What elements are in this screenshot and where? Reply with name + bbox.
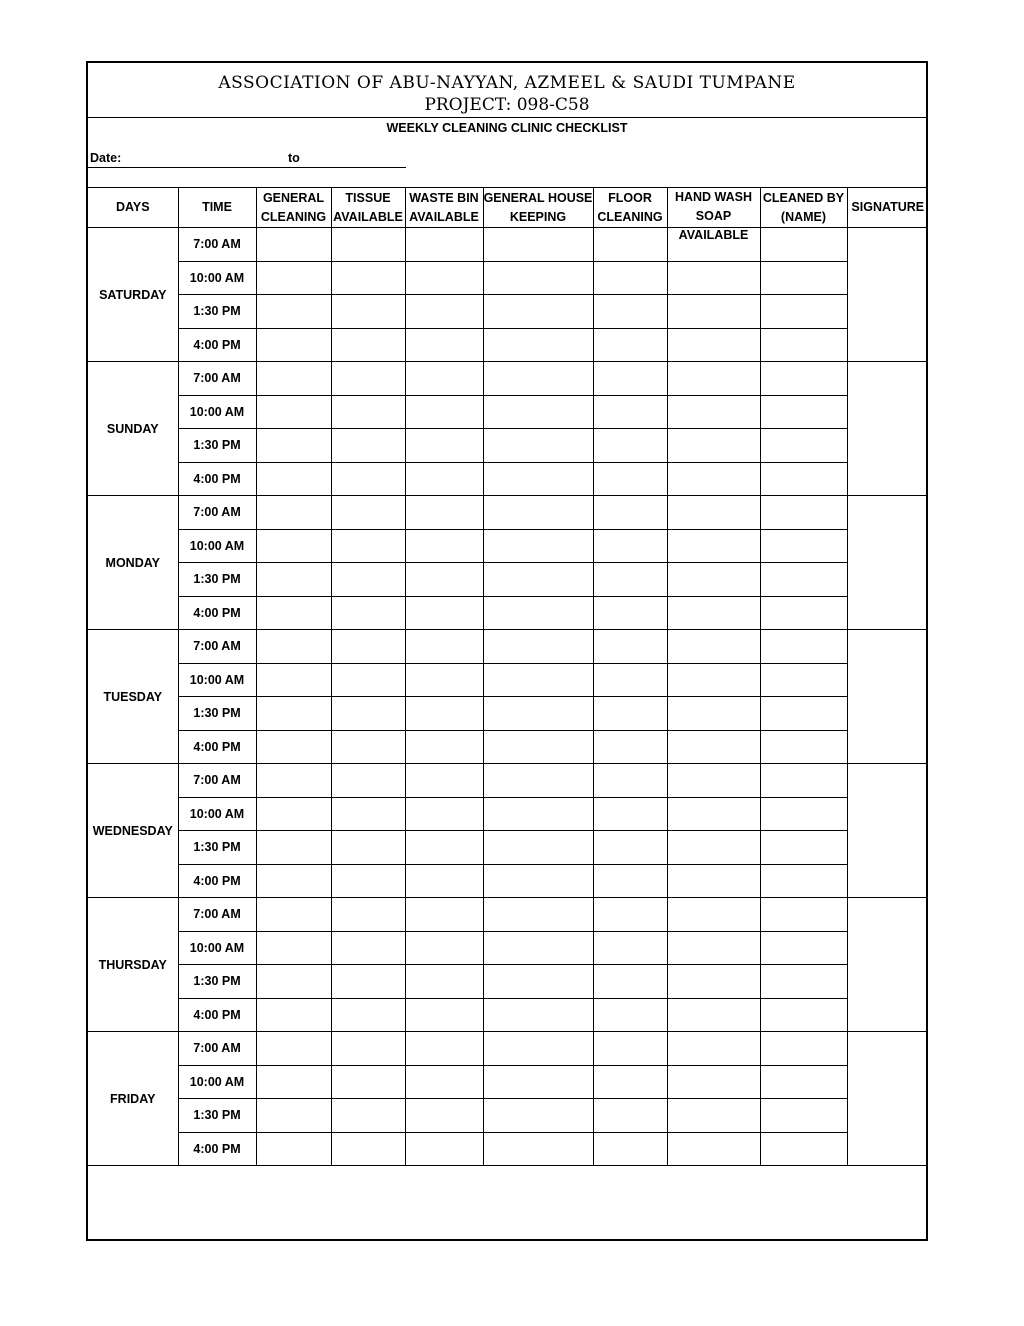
floor-cleaning-cell[interactable] — [593, 1032, 667, 1066]
col-cleaned-by-label: CLEANED BY (NAME) — [762, 190, 845, 224]
general-cleaning-cell[interactable] — [256, 730, 331, 764]
floor-cleaning-cell[interactable] — [593, 663, 667, 697]
floor-cleaning-cell[interactable] — [593, 261, 667, 295]
hand-wash-soap-cell[interactable] — [667, 697, 760, 731]
cleaned-by-cell[interactable] — [760, 429, 847, 463]
time-cell: 7:00 AM — [178, 496, 256, 530]
time-cell: 10:00 AM — [178, 261, 256, 295]
general-house-keeping-cell[interactable] — [483, 261, 593, 295]
cleaned-by-cell[interactable] — [760, 496, 847, 530]
general-house-keeping-cell[interactable] — [483, 1132, 593, 1166]
general-house-keeping-cell[interactable] — [483, 965, 593, 999]
tissue-available-cell[interactable] — [331, 496, 405, 530]
hand-wash-soap-cell[interactable] — [667, 730, 760, 764]
table-row — [88, 697, 928, 731]
time-cell: 10:00 AM — [178, 797, 256, 831]
general-house-keeping-cell[interactable] — [483, 328, 593, 362]
time-cell: 7:00 AM — [178, 362, 256, 396]
checklist-body — [88, 228, 928, 1166]
cleaned-by-cell[interactable] — [760, 462, 847, 496]
cleaned-by-cell[interactable] — [760, 596, 847, 630]
general-cleaning-cell[interactable] — [256, 1099, 331, 1133]
cleaned-by-cell[interactable] — [760, 630, 847, 664]
tissue-available-cell[interactable] — [331, 395, 405, 429]
cleaned-by-cell[interactable] — [760, 864, 847, 898]
col-signature — [847, 188, 928, 228]
time-cell: 4:00 PM — [178, 462, 256, 496]
tissue-available-cell[interactable] — [331, 462, 405, 496]
time-cell: 10:00 AM — [178, 663, 256, 697]
general-house-keeping-cell[interactable] — [483, 898, 593, 932]
tissue-available-cell[interactable] — [331, 328, 405, 362]
floor-cleaning-cell[interactable] — [593, 697, 667, 731]
hand-wash-soap-cell[interactable] — [667, 764, 760, 798]
floor-cleaning-cell[interactable] — [593, 362, 667, 396]
cleaned-by-cell[interactable] — [760, 1132, 847, 1166]
general-cleaning-cell[interactable] — [256, 228, 331, 262]
time-cell: 10:00 AM — [178, 1065, 256, 1099]
waste-bin-available-cell[interactable] — [405, 563, 483, 597]
table-row — [88, 898, 928, 932]
waste-bin-available-cell[interactable] — [405, 295, 483, 329]
general-cleaning-cell[interactable] — [256, 931, 331, 965]
col-general-house-keeping — [483, 188, 593, 228]
time-cell: 7:00 AM — [178, 898, 256, 932]
general-cleaning-cell[interactable] — [256, 328, 331, 362]
waste-bin-available-cell[interactable] — [405, 261, 483, 295]
time-cell: 1:30 PM — [178, 697, 256, 731]
general-house-keeping-cell[interactable] — [483, 1032, 593, 1066]
time-cell: 7:00 AM — [178, 630, 256, 664]
time-cell: 1:30 PM — [178, 563, 256, 597]
time-cell: 1:30 PM — [178, 1099, 256, 1133]
general-house-keeping-cell[interactable] — [483, 730, 593, 764]
signature-cell[interactable] — [847, 1032, 928, 1166]
tissue-available-cell[interactable] — [331, 831, 405, 865]
floor-cleaning-cell[interactable] — [593, 797, 667, 831]
table-row — [88, 261, 928, 295]
time-cell: 1:30 PM — [178, 295, 256, 329]
time-cell: 10:00 AM — [178, 529, 256, 563]
general-cleaning-cell[interactable] — [256, 395, 331, 429]
waste-bin-available-cell[interactable] — [405, 697, 483, 731]
table-row — [88, 596, 928, 630]
time-cell: 4:00 PM — [178, 730, 256, 764]
table-row — [88, 328, 928, 362]
general-house-keeping-cell[interactable] — [483, 395, 593, 429]
day-cell: WEDNESDAY — [88, 764, 178, 898]
tissue-available-cell[interactable] — [331, 1099, 405, 1133]
table-row — [88, 1099, 928, 1133]
general-cleaning-cell[interactable] — [256, 1065, 331, 1099]
to-label: to — [288, 151, 300, 165]
hand-wash-soap-cell[interactable] — [667, 864, 760, 898]
tissue-available-cell[interactable] — [331, 965, 405, 999]
time-cell: 4:00 PM — [178, 596, 256, 630]
general-house-keeping-cell[interactable] — [483, 864, 593, 898]
tissue-available-cell[interactable] — [331, 998, 405, 1032]
hand-wash-soap-cell[interactable] — [667, 496, 760, 530]
time-cell: 7:00 AM — [178, 228, 256, 262]
waste-bin-available-cell[interactable] — [405, 797, 483, 831]
cleaned-by-cell[interactable] — [760, 1032, 847, 1066]
general-cleaning-cell[interactable] — [256, 462, 331, 496]
day-cell: TUESDAY — [88, 630, 178, 764]
waste-bin-available-cell[interactable] — [405, 362, 483, 396]
hand-wash-soap-cell[interactable] — [667, 998, 760, 1032]
general-house-keeping-cell[interactable] — [483, 529, 593, 563]
general-house-keeping-cell[interactable] — [483, 797, 593, 831]
waste-bin-available-cell[interactable] — [405, 429, 483, 463]
tissue-available-cell[interactable] — [331, 630, 405, 664]
waste-bin-available-cell[interactable] — [405, 931, 483, 965]
hand-wash-soap-cell[interactable] — [667, 596, 760, 630]
general-house-keeping-cell[interactable] — [483, 228, 593, 262]
table-row — [88, 864, 928, 898]
hand-wash-soap-cell[interactable] — [667, 462, 760, 496]
col-signature-label: SIGNATURE — [851, 200, 925, 214]
cleaned-by-cell[interactable] — [760, 362, 847, 396]
general-cleaning-cell[interactable] — [256, 529, 331, 563]
table-row — [88, 295, 928, 329]
form-info-band — [88, 118, 926, 188]
hand-wash-soap-cell[interactable] — [667, 1065, 760, 1099]
day-cell: SATURDAY — [88, 228, 178, 362]
hand-wash-soap-cell[interactable] — [667, 1032, 760, 1066]
checklist-form — [86, 61, 928, 1241]
header-row — [88, 188, 928, 228]
general-cleaning-cell[interactable] — [256, 630, 331, 664]
tissue-available-cell[interactable] — [331, 596, 405, 630]
table-row — [88, 1065, 928, 1099]
col-general-cleaning-label: GENERAL CLEANING — [260, 190, 327, 224]
floor-cleaning-cell[interactable] — [593, 831, 667, 865]
tissue-available-cell[interactable] — [331, 295, 405, 329]
floor-cleaning-cell[interactable] — [593, 328, 667, 362]
day-cell: FRIDAY — [88, 1032, 178, 1166]
waste-bin-available-cell[interactable] — [405, 998, 483, 1032]
general-cleaning-cell[interactable] — [256, 1132, 331, 1166]
col-tissue-available — [331, 188, 405, 228]
signature-cell[interactable] — [847, 362, 928, 496]
organization-name: ASSOCIATION OF ABU-NAYYAN, AZMEEL & SAUDI TUMPANE — [218, 73, 796, 93]
waste-bin-available-cell[interactable] — [405, 630, 483, 664]
cleaned-by-cell[interactable] — [760, 228, 847, 262]
day-cell: THURSDAY — [88, 898, 178, 1032]
col-general-house-keeping-label: GENERAL HOUSE KEEPING — [483, 190, 593, 224]
cleaned-by-cell[interactable] — [760, 898, 847, 932]
signature-cell[interactable] — [847, 764, 928, 898]
checklist-title: WEEKLY CLEANING CLINIC CHECKLIST — [386, 121, 628, 135]
waste-bin-available-cell[interactable] — [405, 462, 483, 496]
hand-wash-soap-cell[interactable] — [667, 529, 760, 563]
day-cell: MONDAY — [88, 496, 178, 630]
col-floor-cleaning-label: FLOOR CLEANING — [597, 190, 663, 224]
checklist-table — [88, 188, 928, 1166]
day-cell: SUNDAY — [88, 362, 178, 496]
general-cleaning-cell[interactable] — [256, 831, 331, 865]
floor-cleaning-cell[interactable] — [593, 228, 667, 262]
hand-wash-soap-cell[interactable] — [667, 261, 760, 295]
waste-bin-available-cell[interactable] — [405, 764, 483, 798]
table-row — [88, 663, 928, 697]
floor-cleaning-cell[interactable] — [593, 898, 667, 932]
col-hand-wash-soap — [667, 188, 760, 242]
table-row — [88, 362, 928, 396]
general-cleaning-cell[interactable] — [256, 295, 331, 329]
cleaned-by-cell[interactable] — [760, 998, 847, 1032]
tissue-available-cell[interactable] — [331, 1032, 405, 1066]
general-cleaning-cell[interactable] — [256, 864, 331, 898]
waste-bin-available-cell[interactable] — [405, 228, 483, 262]
general-house-keeping-cell[interactable] — [483, 1065, 593, 1099]
time-cell: 4:00 PM — [178, 998, 256, 1032]
hand-wash-soap-cell[interactable] — [667, 831, 760, 865]
time-cell: 1:30 PM — [178, 429, 256, 463]
floor-cleaning-cell[interactable] — [593, 1099, 667, 1133]
tissue-available-cell[interactable] — [331, 1065, 405, 1099]
table-row — [88, 228, 928, 262]
tissue-available-cell[interactable] — [331, 764, 405, 798]
table-row — [88, 1132, 928, 1166]
general-house-keeping-cell[interactable] — [483, 496, 593, 530]
cleaned-by-cell[interactable] — [760, 529, 847, 563]
waste-bin-available-cell[interactable] — [405, 328, 483, 362]
waste-bin-available-cell[interactable] — [405, 1032, 483, 1066]
hand-wash-soap-cell[interactable] — [667, 429, 760, 463]
col-waste-bin-available-label: WASTE BIN AVAILABLE — [409, 190, 479, 224]
hand-wash-soap-cell[interactable] — [667, 965, 760, 999]
cleaned-by-cell[interactable] — [760, 395, 847, 429]
signature-cell[interactable] — [847, 898, 928, 1032]
hand-wash-soap-cell[interactable] — [667, 328, 760, 362]
waste-bin-available-cell[interactable] — [405, 663, 483, 697]
general-house-keeping-cell[interactable] — [483, 998, 593, 1032]
general-house-keeping-cell[interactable] — [483, 596, 593, 630]
table-row — [88, 831, 928, 865]
time-cell: 10:00 AM — [178, 395, 256, 429]
waste-bin-available-cell[interactable] — [405, 529, 483, 563]
general-house-keeping-cell[interactable] — [483, 295, 593, 329]
hand-wash-soap-cell[interactable] — [667, 931, 760, 965]
floor-cleaning-cell[interactable] — [593, 496, 667, 530]
tissue-available-cell[interactable] — [331, 931, 405, 965]
tissue-available-cell[interactable] — [331, 429, 405, 463]
table-row — [88, 462, 928, 496]
col-days-label: DAYS — [115, 200, 150, 214]
floor-cleaning-cell[interactable] — [593, 395, 667, 429]
time-cell: 4:00 PM — [178, 1132, 256, 1166]
col-waste-bin-available — [405, 188, 483, 228]
cleaned-by-cell[interactable] — [760, 563, 847, 597]
cleaned-by-cell[interactable] — [760, 764, 847, 798]
general-house-keeping-cell[interactable] — [483, 831, 593, 865]
general-cleaning-cell[interactable] — [256, 596, 331, 630]
tissue-available-cell[interactable] — [331, 261, 405, 295]
tissue-available-cell[interactable] — [331, 663, 405, 697]
general-cleaning-cell[interactable] — [256, 898, 331, 932]
cleaned-by-cell[interactable] — [760, 663, 847, 697]
cleaned-by-cell[interactable] — [760, 697, 847, 731]
floor-cleaning-cell[interactable] — [593, 596, 667, 630]
tissue-available-cell[interactable] — [331, 1132, 405, 1166]
time-cell: 1:30 PM — [178, 831, 256, 865]
time-cell: 10:00 AM — [178, 931, 256, 965]
floor-cleaning-cell[interactable] — [593, 965, 667, 999]
floor-cleaning-cell[interactable] — [593, 1132, 667, 1166]
time-cell: 4:00 PM — [178, 328, 256, 362]
tissue-available-cell[interactable] — [331, 864, 405, 898]
general-house-keeping-cell[interactable] — [483, 697, 593, 731]
general-cleaning-cell[interactable] — [256, 764, 331, 798]
notes-area[interactable] — [88, 1166, 926, 1239]
waste-bin-available-cell[interactable] — [405, 898, 483, 932]
waste-bin-available-cell[interactable] — [405, 1099, 483, 1133]
tissue-available-cell[interactable] — [331, 529, 405, 563]
col-floor-cleaning — [593, 188, 667, 228]
cleaned-by-cell[interactable] — [760, 730, 847, 764]
tissue-available-cell[interactable] — [331, 797, 405, 831]
tissue-available-cell[interactable] — [331, 697, 405, 731]
hand-wash-soap-cell[interactable] — [667, 1099, 760, 1133]
cleaned-by-cell[interactable] — [760, 328, 847, 362]
floor-cleaning-cell[interactable] — [593, 563, 667, 597]
waste-bin-available-cell[interactable] — [405, 395, 483, 429]
table-row — [88, 965, 928, 999]
general-cleaning-cell[interactable] — [256, 496, 331, 530]
col-time — [178, 188, 256, 228]
tissue-available-cell[interactable] — [331, 563, 405, 597]
col-time-label: TIME — [202, 200, 232, 214]
general-cleaning-cell[interactable] — [256, 663, 331, 697]
general-cleaning-cell[interactable] — [256, 261, 331, 295]
waste-bin-available-cell[interactable] — [405, 1065, 483, 1099]
cleaned-by-cell[interactable] — [760, 295, 847, 329]
general-house-keeping-cell[interactable] — [483, 1099, 593, 1133]
general-house-keeping-cell[interactable] — [483, 764, 593, 798]
hand-wash-soap-cell[interactable] — [667, 395, 760, 429]
cleaned-by-cell[interactable] — [760, 261, 847, 295]
general-cleaning-cell[interactable] — [256, 697, 331, 731]
signature-cell[interactable] — [847, 228, 928, 362]
table-row — [88, 563, 928, 597]
date-range-field[interactable] — [88, 167, 406, 168]
waste-bin-available-cell[interactable] — [405, 596, 483, 630]
floor-cleaning-cell[interactable] — [593, 529, 667, 563]
date-label: Date: — [90, 151, 122, 165]
waste-bin-available-cell[interactable] — [405, 864, 483, 898]
hand-wash-soap-cell[interactable] — [667, 295, 760, 329]
col-cleaned-by — [760, 188, 847, 228]
col-hand-wash-soap-label: HAND WASH SOAP AVAILABLE — [674, 190, 753, 242]
table-row — [88, 395, 928, 429]
table-row — [88, 630, 928, 664]
general-house-keeping-cell[interactable] — [483, 931, 593, 965]
general-house-keeping-cell[interactable] — [483, 429, 593, 463]
general-cleaning-cell[interactable] — [256, 429, 331, 463]
general-house-keeping-cell[interactable] — [483, 563, 593, 597]
col-days — [88, 188, 178, 228]
waste-bin-available-cell[interactable] — [405, 1132, 483, 1166]
general-cleaning-cell[interactable] — [256, 362, 331, 396]
signature-cell[interactable] — [847, 496, 928, 630]
table-row — [88, 931, 928, 965]
floor-cleaning-cell[interactable] — [593, 429, 667, 463]
general-house-keeping-cell[interactable] — [483, 630, 593, 664]
hand-wash-soap-cell[interactable] — [667, 1132, 760, 1166]
waste-bin-available-cell[interactable] — [405, 730, 483, 764]
col-tissue-available-label: TISSUE AVAILABLE — [333, 190, 403, 224]
floor-cleaning-cell[interactable] — [593, 462, 667, 496]
floor-cleaning-cell[interactable] — [593, 1065, 667, 1099]
floor-cleaning-cell[interactable] — [593, 931, 667, 965]
waste-bin-available-cell[interactable] — [405, 496, 483, 530]
title-band — [88, 63, 926, 118]
general-cleaning-cell[interactable] — [256, 998, 331, 1032]
table-row — [88, 496, 928, 530]
floor-cleaning-cell[interactable] — [593, 764, 667, 798]
table-row — [88, 730, 928, 764]
table-row — [88, 1032, 928, 1066]
tissue-available-cell[interactable] — [331, 898, 405, 932]
hand-wash-soap-cell[interactable] — [667, 563, 760, 597]
table-row — [88, 797, 928, 831]
table-row — [88, 998, 928, 1032]
col-general-cleaning — [256, 188, 331, 228]
table-row — [88, 429, 928, 463]
tissue-available-cell[interactable] — [331, 228, 405, 262]
floor-cleaning-cell[interactable] — [593, 998, 667, 1032]
general-cleaning-cell[interactable] — [256, 563, 331, 597]
floor-cleaning-cell[interactable] — [593, 864, 667, 898]
table-row — [88, 764, 928, 798]
cleaned-by-cell[interactable] — [760, 1099, 847, 1133]
time-cell: 7:00 AM — [178, 764, 256, 798]
cleaned-by-cell[interactable] — [760, 965, 847, 999]
waste-bin-available-cell[interactable] — [405, 965, 483, 999]
table-row — [88, 529, 928, 563]
floor-cleaning-cell[interactable] — [593, 630, 667, 664]
hand-wash-soap-cell[interactable] — [667, 362, 760, 396]
hand-wash-soap-cell[interactable] — [667, 630, 760, 664]
time-cell: 1:30 PM — [178, 965, 256, 999]
time-cell: 7:00 AM — [178, 1032, 256, 1066]
hand-wash-soap-cell[interactable] — [667, 797, 760, 831]
cleaned-by-cell[interactable] — [760, 831, 847, 865]
hand-wash-soap-cell[interactable] — [667, 898, 760, 932]
cleaned-by-cell[interactable] — [760, 797, 847, 831]
cleaned-by-cell[interactable] — [760, 1065, 847, 1099]
hand-wash-soap-cell[interactable] — [667, 663, 760, 697]
general-house-keeping-cell[interactable] — [483, 663, 593, 697]
signature-cell[interactable] — [847, 630, 928, 764]
general-cleaning-cell[interactable] — [256, 1032, 331, 1066]
general-house-keeping-cell[interactable] — [483, 362, 593, 396]
cleaned-by-cell[interactable] — [760, 931, 847, 965]
project-number: PROJECT: 098-C58 — [424, 95, 590, 115]
floor-cleaning-cell[interactable] — [593, 295, 667, 329]
time-cell: 4:00 PM — [178, 864, 256, 898]
general-cleaning-cell[interactable] — [256, 965, 331, 999]
tissue-available-cell[interactable] — [331, 362, 405, 396]
general-house-keeping-cell[interactable] — [483, 462, 593, 496]
tissue-available-cell[interactable] — [331, 730, 405, 764]
floor-cleaning-cell[interactable] — [593, 730, 667, 764]
general-cleaning-cell[interactable] — [256, 797, 331, 831]
waste-bin-available-cell[interactable] — [405, 831, 483, 865]
